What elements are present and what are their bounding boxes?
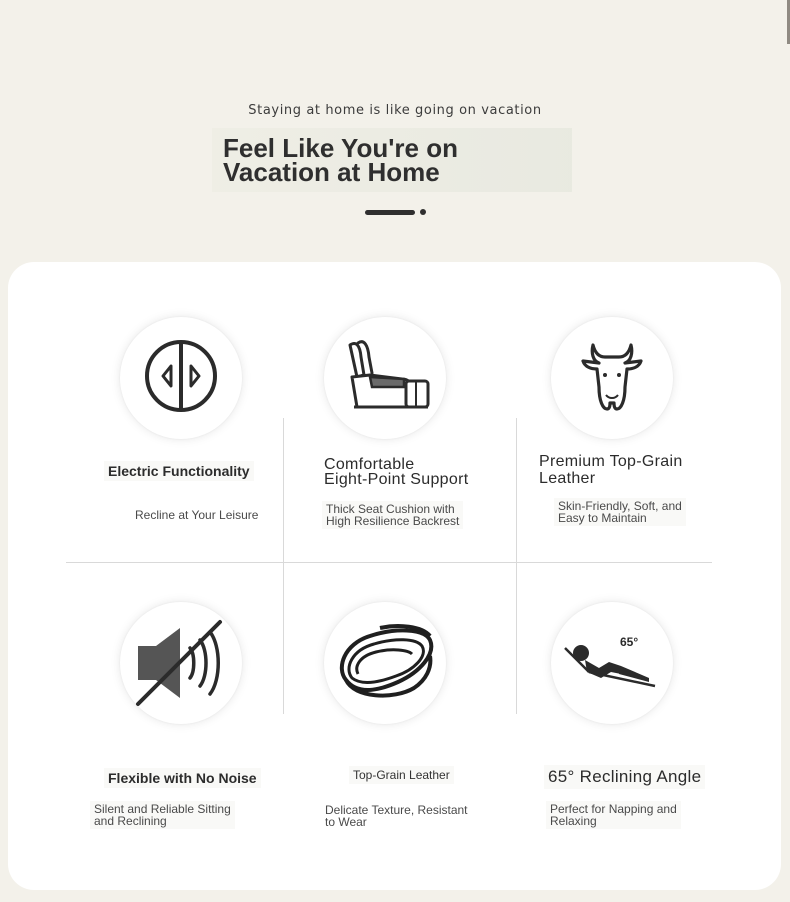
feature-description: [554, 498, 686, 526]
feature-description-line-2: High Resilience Backrest: [326, 514, 460, 528]
feature-description-line-1: Delicate Texture, Resistant: [325, 803, 468, 817]
feature-title: Top-Grain Leather: [349, 766, 454, 784]
section-kicker: Staying at home is like going on vacation: [248, 103, 542, 118]
feature-icon-circle: [551, 317, 673, 439]
feature-title-line-1: Comfortable: [324, 456, 415, 473]
feature-description-line-1: Thick Seat Cushion with: [326, 502, 455, 516]
feature-description-line-2: and Reclining: [94, 814, 167, 828]
feature-title: Flexible with No Noise: [104, 768, 261, 788]
page-title-line-2: Vacation at Home: [223, 157, 440, 187]
feature-title-line-1: Premium Top-Grain: [539, 453, 683, 470]
feature-icon-circle: [120, 317, 242, 439]
reclining-angle-icon: [551, 602, 673, 724]
page-title: [223, 133, 553, 187]
feature-description: [322, 501, 463, 529]
leather-roll-icon: [324, 602, 446, 724]
power-icon: [120, 317, 242, 439]
title-underline-dash: [365, 210, 415, 215]
feature-description-line-2: Relaxing: [550, 814, 597, 828]
feature-description: [90, 801, 235, 829]
feature-title: Electric Functionality: [104, 461, 254, 481]
feature-title: [324, 457, 468, 487]
feature-description-line-2: to Wear: [325, 815, 367, 829]
feature-description-line-1: Silent and Reliable Sitting: [94, 802, 231, 816]
feature-title-line-2: Eight-Point Support: [324, 471, 469, 488]
page-title-line-1: Feel Like You're on: [223, 133, 458, 163]
feature-icon-circle: [551, 602, 673, 724]
feature-icon-circle: [120, 602, 242, 724]
feature-title: [539, 453, 683, 487]
feature-icon-circle: [324, 317, 446, 439]
feature-description: [546, 801, 681, 829]
feature-description-line-2: Easy to Maintain: [558, 511, 647, 525]
feature-description: [325, 804, 468, 828]
feature-description-line-1: Perfect for Napping and: [550, 802, 677, 816]
feature-title: 65° Reclining Angle: [544, 765, 705, 789]
column-divider-left: [283, 418, 284, 714]
feature-description: Recline at Your Leisure: [135, 508, 259, 522]
feature-title-line-2: Leather: [539, 470, 596, 487]
title-underline-dot: [420, 209, 426, 215]
mute-speaker-icon: [120, 602, 242, 724]
row-divider: [66, 562, 712, 563]
feature-icon-circle: [324, 602, 446, 724]
feature-description-line-1: Skin-Friendly, Soft, and: [558, 499, 682, 513]
angle-label: 65°: [620, 635, 639, 649]
column-divider-right: [516, 418, 517, 714]
cow-icon: [551, 317, 673, 439]
recliner-icon: [324, 317, 446, 439]
